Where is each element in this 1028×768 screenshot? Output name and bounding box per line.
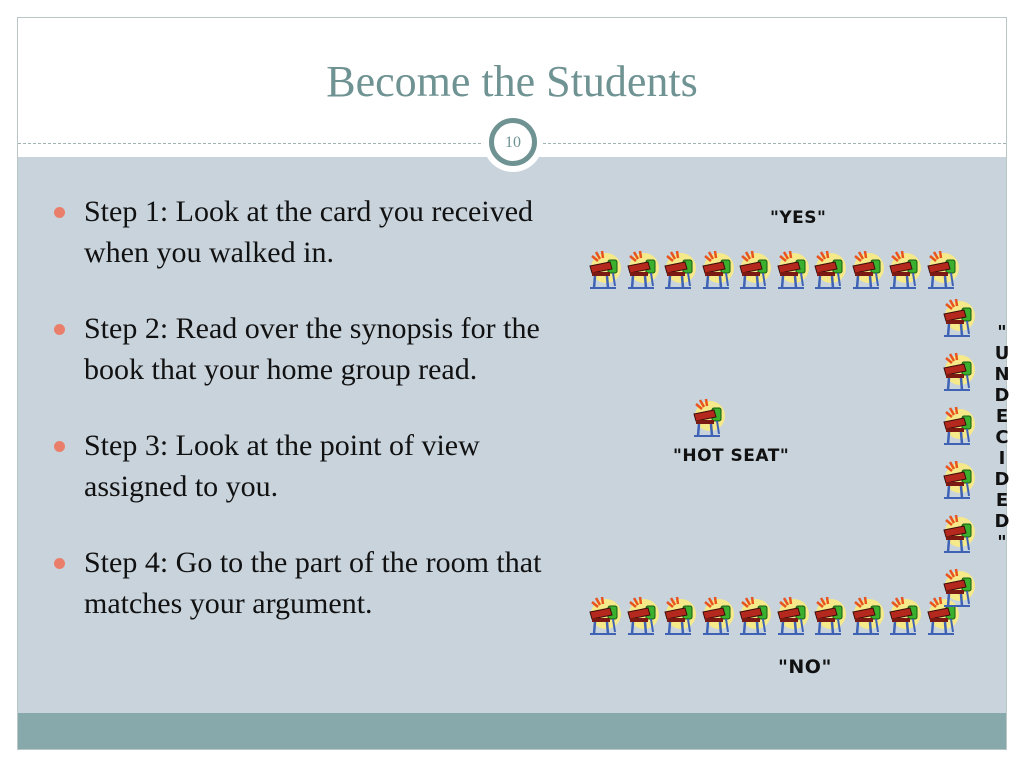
bullet-dot-icon — [54, 324, 65, 335]
bullet-dot-icon — [54, 441, 65, 452]
student-desk-icon — [940, 460, 976, 502]
bullet-list — [50, 192, 550, 660]
student-desk-icon — [811, 250, 847, 292]
student-desk-icon — [586, 250, 622, 292]
bullet-text: Step 1: Look at the card you received when you walked in. — [84, 195, 534, 269]
bullet-text: Step 3: Look at the point of view assigned to you. — [84, 429, 480, 503]
no-label: "NO" — [778, 656, 832, 678]
bullet-text: Step 2: Read over the synopsis for the book that your home group read. — [84, 312, 540, 386]
student-desk-icon — [940, 406, 976, 448]
bullet-text: Step 4: Go to the part of the room that matches your argument. — [84, 546, 542, 620]
student-desk-icon — [661, 250, 697, 292]
student-desk-icon — [924, 250, 960, 292]
bullet-item — [50, 543, 550, 624]
student-desk-icon — [736, 250, 772, 292]
student-desk-icon — [624, 596, 660, 638]
student-desk-icon — [940, 352, 976, 394]
student-desk-icon — [940, 514, 976, 556]
hot-seat-label: "HOT SEAT" — [673, 446, 790, 466]
student-desk-icon — [849, 596, 885, 638]
slide — [17, 17, 1010, 750]
student-desk-icon — [661, 596, 697, 638]
student-desk-icon — [811, 596, 847, 638]
yes-label: "YES" — [770, 208, 827, 228]
student-desk-icon — [886, 596, 922, 638]
slide-title: Become the Students — [326, 57, 698, 106]
student-desk-icon — [586, 596, 622, 638]
student-desk-icon — [849, 250, 885, 292]
student-desk-icon — [699, 596, 735, 638]
student-desk-icon — [940, 568, 976, 610]
student-desk-icon — [690, 398, 726, 440]
seating-diagram — [578, 198, 1028, 698]
footer-bar — [18, 713, 1006, 749]
student-desk-icon — [774, 596, 810, 638]
student-desk-icon — [699, 250, 735, 292]
bullet-item — [50, 426, 550, 507]
student-desk-icon — [736, 596, 772, 638]
bullet-dot-icon — [54, 207, 65, 218]
student-desk-icon — [940, 298, 976, 340]
undecided-label: " U N D E C I D E D " — [994, 322, 1010, 553]
bullet-item — [50, 192, 550, 273]
bullet-dot-icon — [54, 558, 65, 569]
student-desk-icon — [886, 250, 922, 292]
slide-number: 10 — [489, 118, 537, 166]
bullet-item — [50, 309, 550, 390]
student-desk-icon — [774, 250, 810, 292]
student-desk-icon — [624, 250, 660, 292]
